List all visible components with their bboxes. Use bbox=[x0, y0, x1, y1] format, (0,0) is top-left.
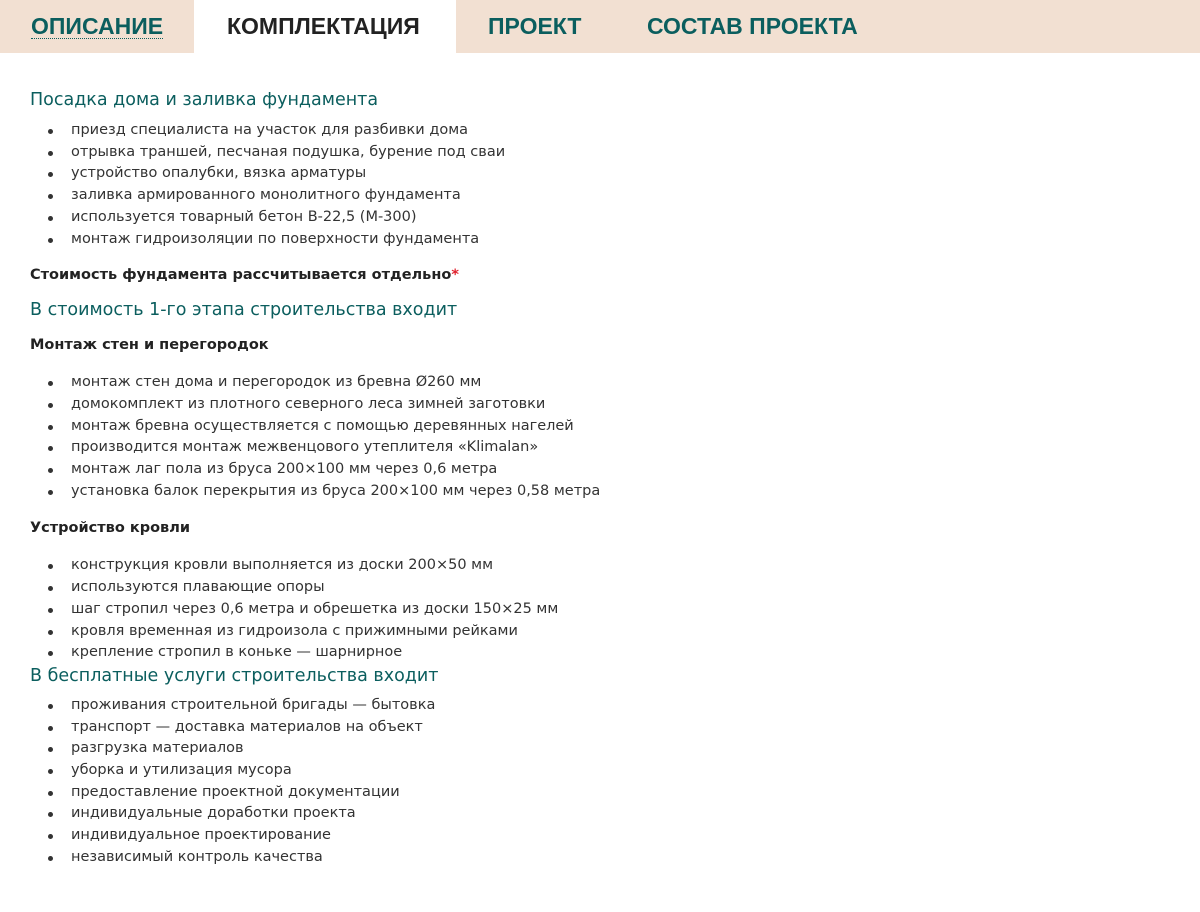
list-item: приезд специалиста на участок для разбивки дома bbox=[30, 120, 1170, 142]
walls-list bbox=[30, 372, 1170, 502]
list-item: конструкция кровли выполняется из доски 200×50 мм bbox=[30, 555, 1170, 577]
stage1-title: В стоимость 1-го этапа строительства входит bbox=[30, 300, 458, 321]
list-item: уборка и утилизация мусора bbox=[30, 760, 1170, 782]
list-item: используются плавающие опоры bbox=[30, 577, 1170, 599]
walls-title: Монтаж стен и перегородок bbox=[30, 337, 269, 354]
list-item: монтаж бревна осуществляется с помощью деревянных нагелей bbox=[30, 416, 1170, 438]
roof-list bbox=[30, 555, 1170, 664]
list-item: монтаж лаг пола из бруса 200×100 мм через 0,6 метра bbox=[30, 459, 1170, 481]
list-item: проживания строительной бригады — бытовка bbox=[30, 695, 1170, 717]
list-item: установка балок перекрытия из бруса 200×100 мм через 0,58 метра bbox=[30, 481, 1170, 503]
list-item: предоставление проектной документации bbox=[30, 782, 1170, 804]
list-item: монтаж гидроизоляции по поверхности фундамента bbox=[30, 229, 1170, 251]
tab-bar bbox=[0, 0, 1200, 53]
free-services-list bbox=[30, 695, 1170, 869]
list-item: устройство опалубки, вязка арматуры bbox=[30, 163, 1170, 185]
tab-project-label: ПРОЕКТ bbox=[488, 13, 582, 39]
tab-equipment-label: КОМПЛЕКТАЦИЯ bbox=[227, 13, 420, 39]
tab-project-contents[interactable] bbox=[615, 0, 858, 53]
list-item: кровля временная из гидроизола с прижимными рейками bbox=[30, 621, 1170, 643]
foundation-list bbox=[30, 120, 1170, 250]
list-item: шаг стропил через 0,6 метра и обрешетка из доски 150×25 мм bbox=[30, 599, 1170, 621]
tab-equipment[interactable] bbox=[194, 0, 456, 53]
list-item: индивидуальные доработки проекта bbox=[30, 803, 1170, 825]
required-asterisk: * bbox=[451, 267, 459, 284]
list-item: индивидуальное проектирование bbox=[30, 825, 1170, 847]
list-item: монтаж стен дома и перегородок из бревна Ø260 мм bbox=[30, 372, 1170, 394]
list-item: заливка армированного монолитного фундамента bbox=[30, 185, 1170, 207]
foundation-cost-note-text: Стоимость фундамента рассчитывается отдельно bbox=[30, 267, 452, 284]
tab-description-label: ОПИСАНИЕ bbox=[31, 12, 164, 39]
list-item: независимый контроль качества bbox=[30, 847, 1170, 869]
list-item: производится монтаж межвенцового утеплителя «Klimalan» bbox=[30, 437, 1170, 459]
list-item: разгрузка материалов bbox=[30, 738, 1170, 760]
tab-project[interactable] bbox=[456, 0, 615, 53]
tab-project-contents-label: СОСТАВ ПРОЕКТА bbox=[647, 13, 858, 39]
list-item: используется товарный бетон В-22,5 (М-300) bbox=[30, 207, 1170, 229]
list-item: крепление стропил в коньке — шарнирное bbox=[30, 642, 1170, 664]
foundation-cost-note bbox=[30, 265, 1170, 285]
list-item: домокомплект из плотного северного леса зимней заготовки bbox=[30, 394, 1170, 416]
tab-description[interactable] bbox=[0, 0, 194, 53]
free-services-title: В бесплатные услуги строительства входит bbox=[30, 665, 439, 686]
list-item: отрывка траншей, песчаная подушка, бурение под сваи bbox=[30, 142, 1170, 164]
list-item: транспорт — доставка материалов на объект bbox=[30, 717, 1170, 739]
roof-title: Устройство кровли bbox=[30, 520, 191, 537]
tab-panel-equipment bbox=[30, 88, 1170, 869]
foundation-title: Посадка дома и заливка фундамента bbox=[30, 90, 379, 110]
